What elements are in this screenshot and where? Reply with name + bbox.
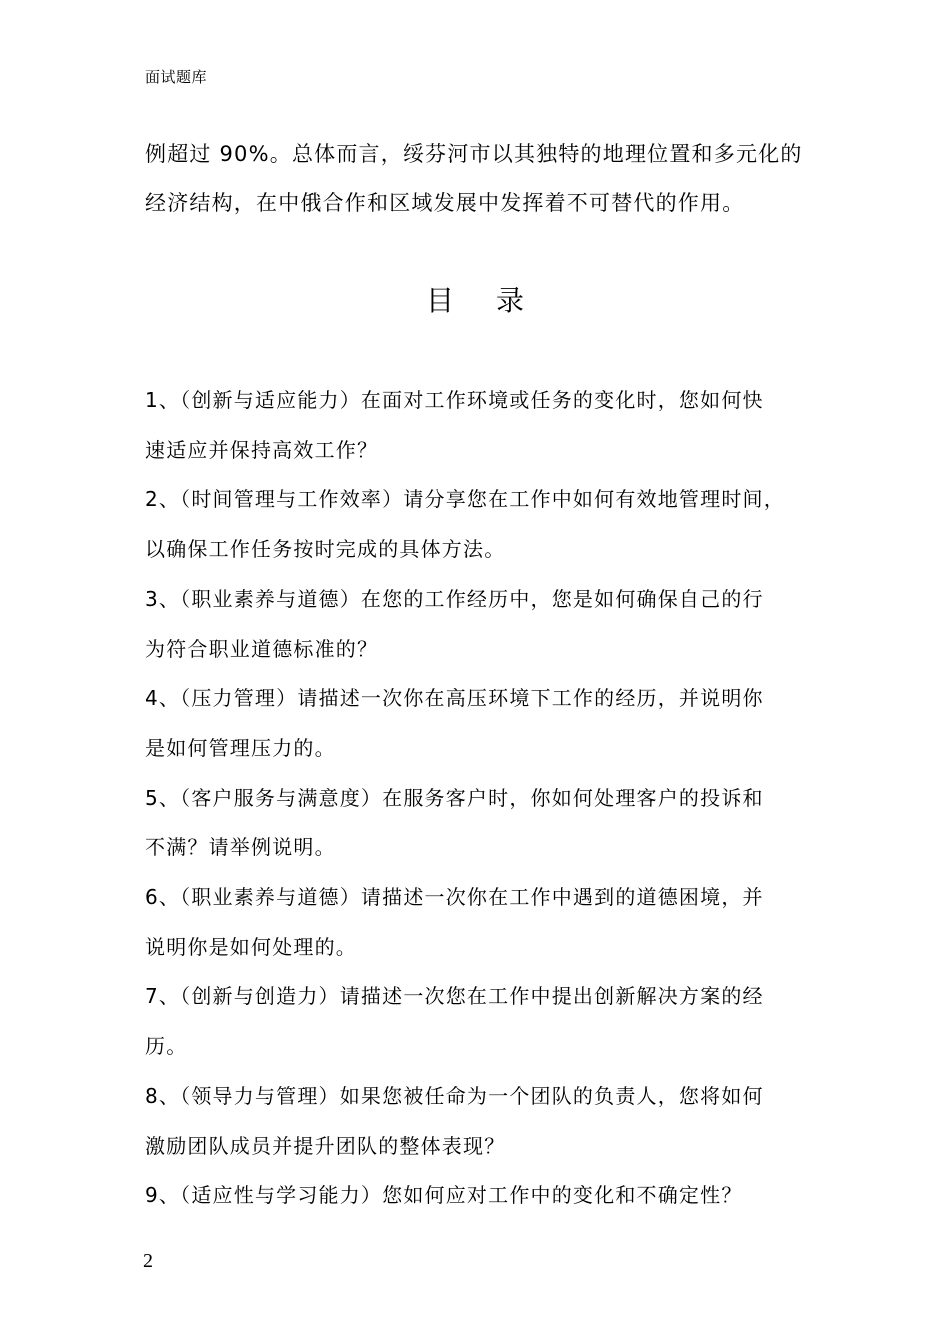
toc-item-line: 4、（压力管理）请描述一次你在高压环境下工作的经历，并说明你 [145, 686, 764, 711]
intro-line: 例超过 90%。总体而言，绥芬河市以其独特的地理位置和多元化的 [145, 142, 803, 166]
toc-item [145, 575, 825, 674]
toc-item-line: 7、（创新与创造力）请描述一次您在工作中提出创新解决方案的经 [145, 984, 764, 1009]
page-header-title: 面试题库 [145, 68, 208, 86]
toc-item [145, 972, 825, 1071]
toc-item [145, 475, 825, 574]
toc-item [145, 376, 825, 475]
toc-title-char: 录 [496, 284, 567, 317]
toc-title [0, 278, 950, 324]
toc-item-line: 5、（客户服务与满意度）在服务客户时，你如何处理客户的投诉和 [145, 785, 764, 810]
intro-paragraph [145, 130, 825, 228]
toc-item [145, 774, 825, 873]
toc-item-line: 是如何管理压力的。 [145, 735, 336, 760]
toc-item-line: 以确保工作任务按时完成的具体方法。 [145, 537, 506, 562]
toc-item-line: 不满？请举例说明。 [145, 835, 336, 860]
toc-item [145, 1072, 825, 1171]
page-number: 2 [143, 1250, 153, 1272]
toc-item-line: 2、（时间管理与工作效率）请分享您在工作中如何有效地管理时间， [145, 487, 785, 512]
toc-item-line: 8、（领导力与管理）如果您被任命为一个团队的负责人，您将如何 [145, 1083, 764, 1108]
toc-item-line: 历。 [145, 1034, 188, 1059]
toc-item-line: 说明你是如何处理的。 [145, 934, 357, 959]
toc-item-line: 为符合职业道德标准的？ [145, 636, 379, 661]
toc-title-char: 目 [425, 284, 496, 317]
toc-item-line: 激励团队成员并提升团队的整体表现？ [145, 1133, 506, 1158]
toc-item-line: 9、（适应性与学习能力）您如何应对工作中的变化和不确定性？ [145, 1183, 743, 1208]
toc-item-line: 速适应并保持高效工作？ [145, 437, 379, 462]
toc-item [145, 1171, 825, 1221]
intro-line: 经济结构，在中俄合作和区域发展中发挥着不可替代的作用。 [145, 191, 745, 215]
toc-list [145, 376, 825, 1221]
toc-item-line: 3、（职业素养与道德）在您的工作经历中，您是如何确保自己的行 [145, 586, 764, 611]
toc-item-line: 1、（创新与适应能力）在面对工作环境或任务的变化时，您如何快 [145, 388, 764, 412]
toc-item [145, 873, 825, 972]
toc-item-line: 6、（职业素养与道德）请描述一次你在工作中遇到的道德困境，并 [145, 885, 764, 910]
toc-item [145, 674, 825, 773]
